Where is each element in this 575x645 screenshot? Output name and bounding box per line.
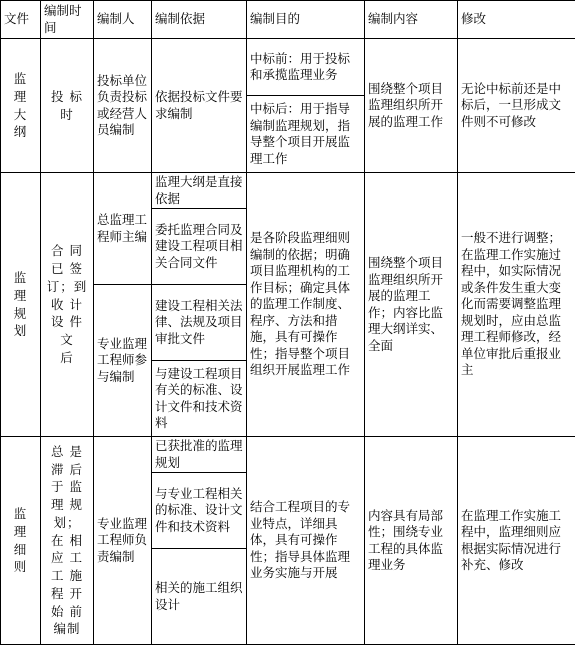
plan-time: 合 同 已 签 订；到 收 计 设 件 文 后 [41,173,94,437]
header-row [1,1,575,39]
plan-author-specialist: 专业监理工程师参与编制 [94,285,152,437]
outline-modify: 无论中标前还是中标后，一旦形成文件则不可修改 [458,39,575,173]
detail-basis-2: 与专业工程相关的标准、设计文件和技术资料 [152,473,247,549]
detail-basis-3: 相关的施工组织设计 [152,549,247,645]
plan-basis-4: 与建设工程项目有关的标准、设计文件和技术资料 [152,361,247,437]
outline-basis: 依据投标文件要求编制 [152,39,247,173]
header-basis: 编制依据 [152,1,247,39]
outline-content: 围绕整个项目监理组织所开展的监理工作 [365,39,458,173]
detail-time: 总 是 滞 后 于 监 理 规 划； 在 相 应 工 工 施 程 开 始 前 编制 [41,437,94,645]
outline-purpose-before: 中标前：用于投标和承揽监理业务 [247,39,365,96]
plan-name: 监 理 规 划 [1,173,41,437]
detail-name: 监 理 细 则 [1,437,41,645]
detail-row-1 [1,437,575,473]
plan-basis-3: 建设工程相关法律、法规及项目审批文件 [152,285,247,361]
plan-row-1 [1,173,575,209]
outline-author: 投标单位负责投标或经营人员编制 [94,39,152,173]
detail-purpose: 结合工程项目的专业特点，详细具体，具有可操作性；指导具体监理业务实施与开展 [247,437,365,645]
detail-author: 专业监理工程师负责编制 [94,437,152,645]
header-document: 文件 [1,1,41,39]
outline-time: 投 标 时 [41,39,94,173]
plan-basis-1: 监理大纲是直接依据 [152,173,247,209]
detail-content: 内容具有局部性；围绕专业工程的具体监理业务 [365,437,458,645]
header-purpose: 编制目的 [247,1,365,39]
detail-basis-1: 已获批准的监理规划 [152,437,247,473]
outline-row-1 [1,39,575,96]
plan-purpose: 是各阶段监理细则编制的依据；明确项目监理机构的工作目标；确定具体的监理工作制度、程序、方法和措施，具有可操作性；指导整个项目组织开展监理工作 [247,173,365,437]
header-modify: 修改 [458,1,575,39]
header-author: 编制人 [94,1,152,39]
plan-basis-2: 委托监理合同及建设工程项目相关合同文件 [152,209,247,285]
plan-author-chief: 总监理工程师主编 [94,173,152,285]
plan-content: 围绕整个项目监理组织所开展的监理工作；内容比监理大纲详实、全面 [365,173,458,437]
detail-modify: 在监理工作实施工程中，监理细则应根据实际情况进行补充、修改 [458,437,575,645]
outline-purpose-after: 中标后：用于指导编制监理规划，指导整个项目开展监理工作 [247,96,365,173]
outline-name: 监 理 大 纲 [1,39,41,173]
header-content: 编制内容 [365,1,458,39]
header-time: 编制时间 [41,1,94,39]
plan-modify: 一般不进行调整；在监理工作实施过程中，如实际情况或条件发生重大变化而需要调整监理规划时，应由总监理工程师修改，经单位审批后重报业主 [458,173,575,437]
